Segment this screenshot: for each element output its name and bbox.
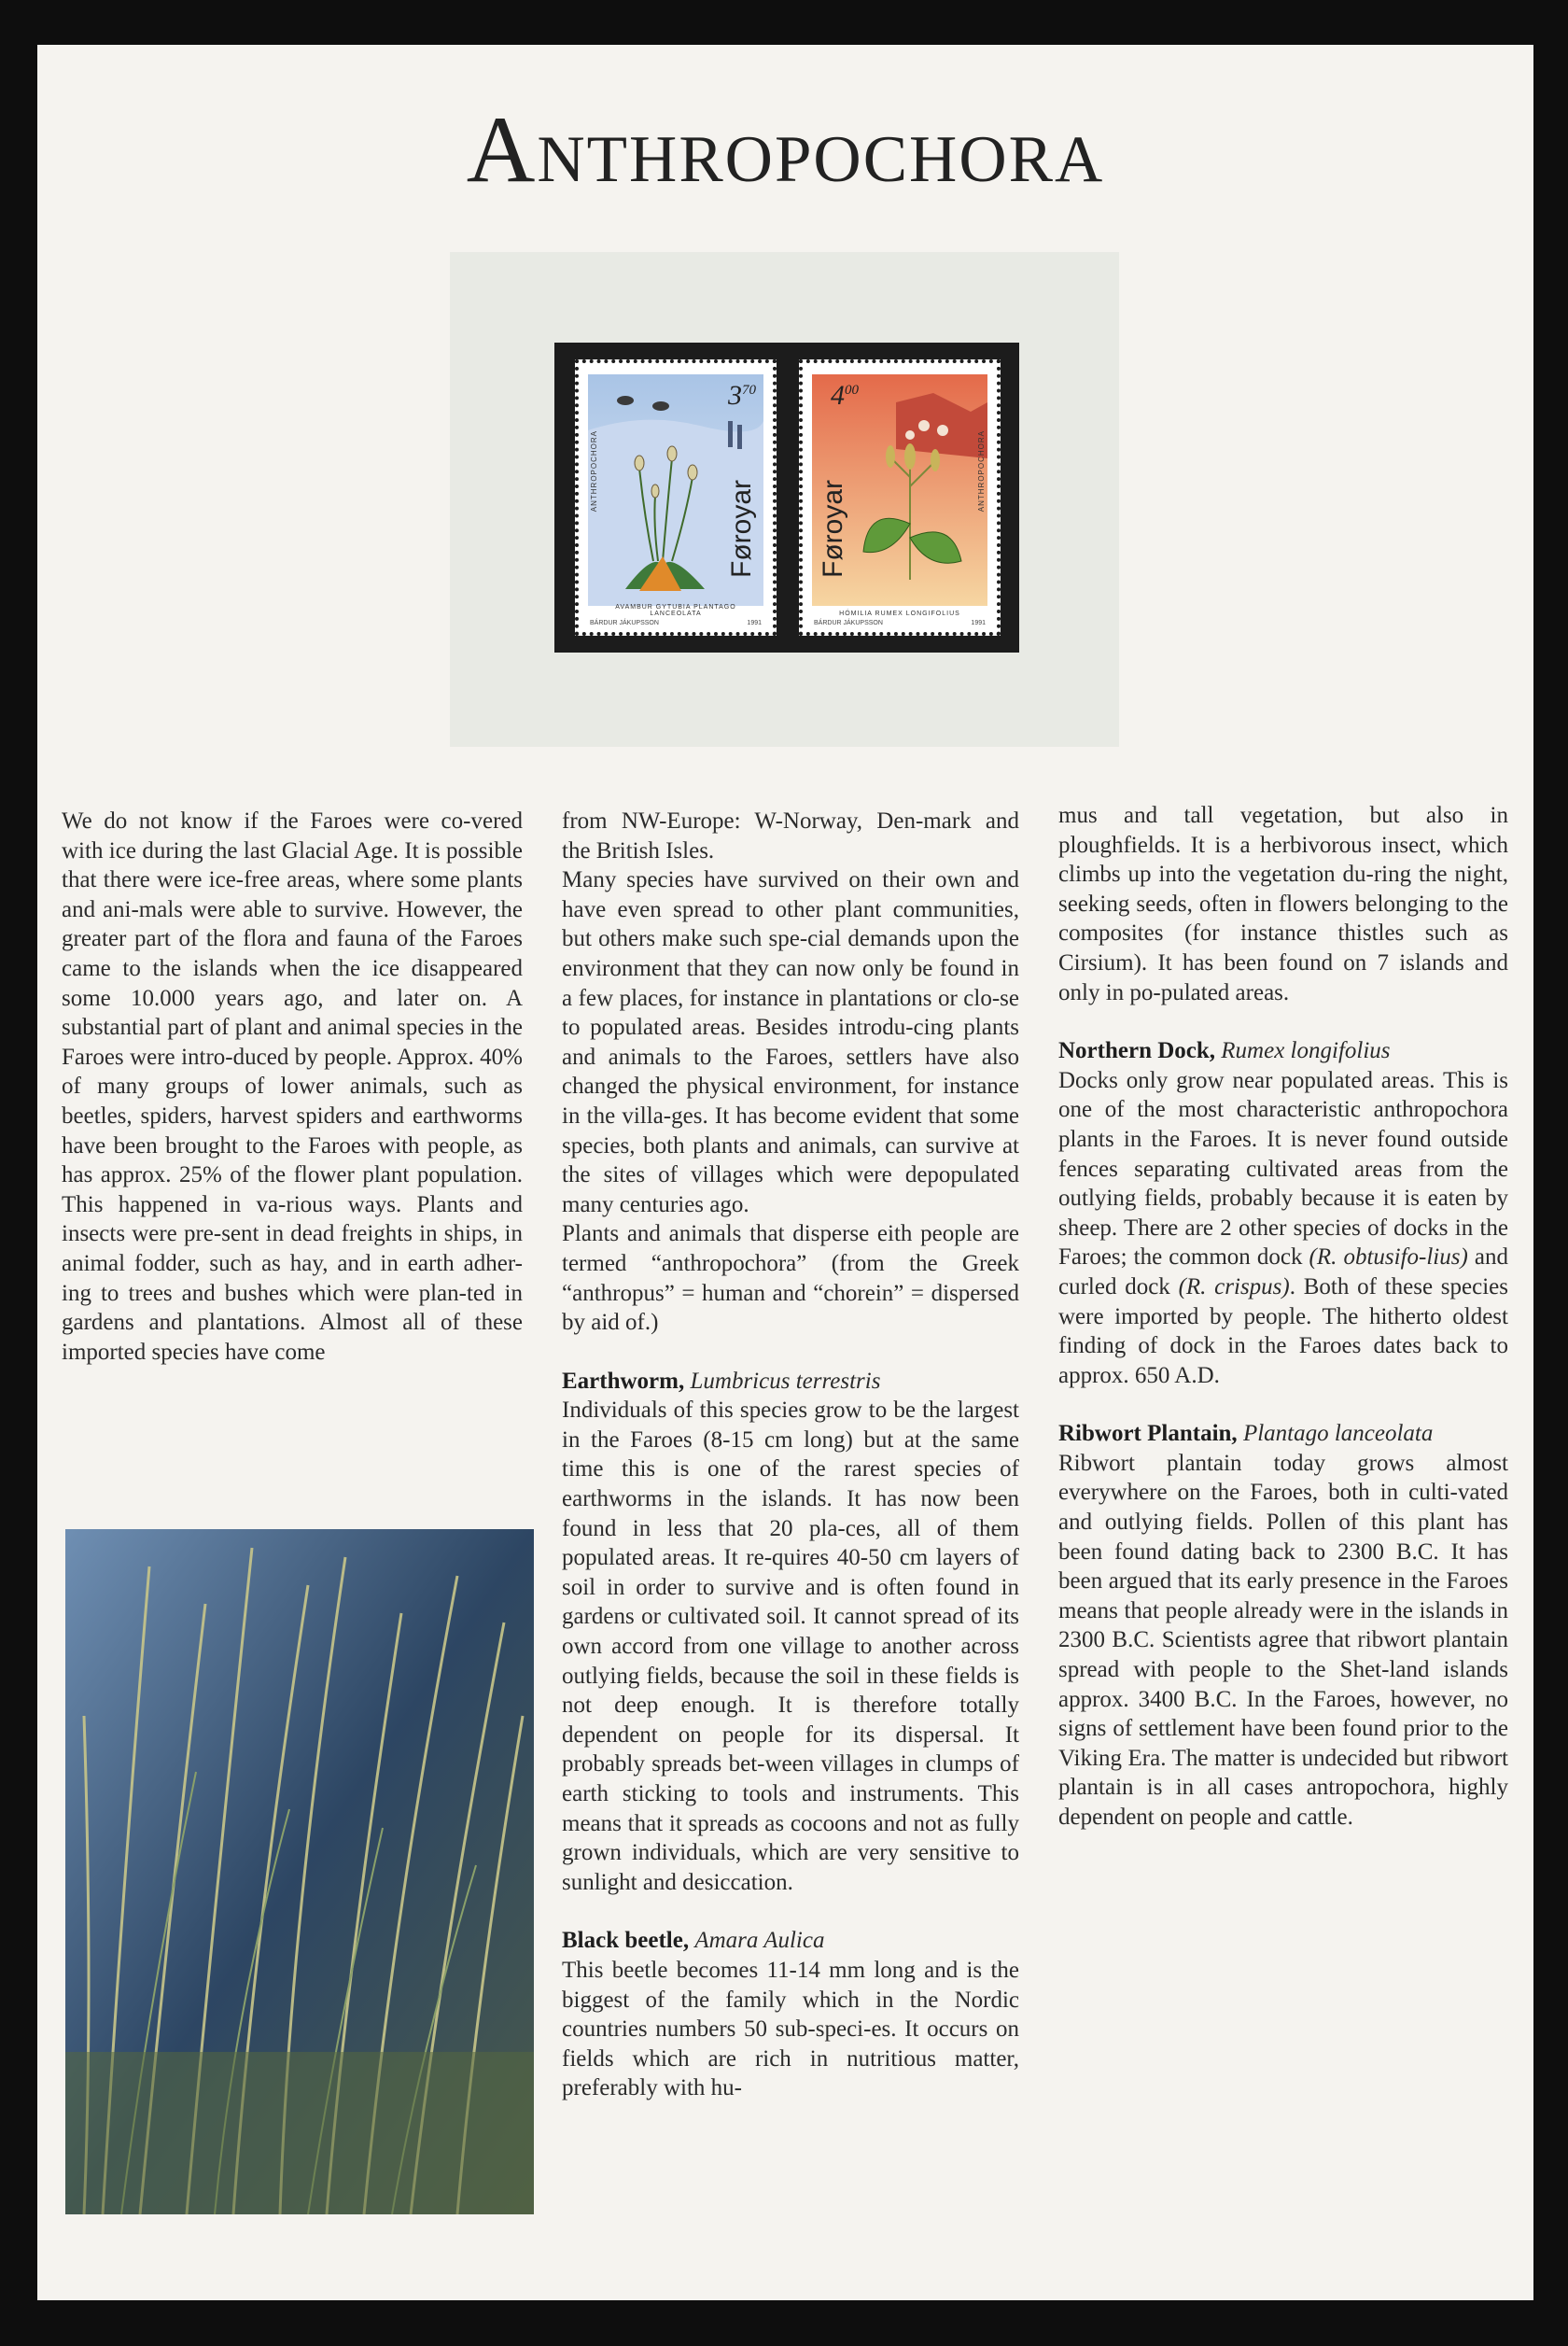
text-column-middle	[562, 807, 1019, 2103]
plantain-section	[1058, 1419, 1508, 1449]
stamp-side-label: ANTHROPOCHORA	[977, 430, 986, 513]
plantain-latin-name: Plantago lanceolata	[1242, 1421, 1434, 1447]
stamp-art	[588, 374, 763, 606]
grass-photo-image	[65, 1529, 534, 2214]
stamp-mount	[554, 343, 1019, 653]
earthworm-latin-name: Lumbricus terrestris	[690, 1368, 881, 1394]
album-page	[37, 45, 1533, 2300]
stamp-panel	[450, 252, 1119, 747]
beetle-latin-name: Amara Aulica	[694, 1928, 825, 1954]
stamp-country: Føroyar	[726, 480, 757, 578]
dock-section	[1058, 1036, 1508, 1066]
stamp-credit: BÁRDUR JÁKUPSSON	[814, 620, 883, 626]
grass-photo	[65, 1529, 534, 2214]
stamp-ribwort-plantain	[575, 359, 777, 636]
stamp-side-label: ANTHROPOCHORA	[590, 430, 598, 513]
earthworm-text: Individuals of this species grow to be the largest in the Faroes (8-15 cm long) but at the same time this is one of the rarest species of earthworms in the islands. It has now been found in less that 20 pla-ces, all of them populated areas. It re-quires 40-50 cm layers of soil in order to survive and is often found in gardens or cultivated soil. It cannot spread of its own accord from one village to another across outlying fields, because the soil in these fields is not deep enough. It is therefore totally dependent on people for its dispersal. It probably spreads bet-ween villages in clumps of earth sticking to tools and instruments. This means that it spreads as cocoons and not as fully grown individuals, which are very sensitive to sunlight and desiccation.	[562, 1398, 1019, 1895]
intro-continuation: from NW-Europe: W-Norway, Den-mark and the British Isles.	[562, 808, 1019, 864]
stamp-country: Føroyar	[818, 480, 848, 578]
dock-latin-name: Rumex longifolius	[1221, 1038, 1391, 1064]
earthworm-section	[562, 1367, 1019, 1397]
stamp-northern-dock	[799, 359, 1001, 636]
stamp-year: 1991	[747, 620, 762, 626]
intro-paragraph: We do not know if the Faroes were co-vered with ice during the last Glacial Age. It is possible that there were ice-free areas, where some plants and ani-mals were able to survive. However, the greater part of the flora and fauna of the Faroes came to the islands when the ice disappeared some 10.000 years ago, and later on. A substantial part of plant and animal species in the Faroes were intro-duced by people. Approx. 40% of many groups of lower animals, such as beetles, spiders, harvest spiders and earthworms have been brought to the Faroes with people, as has approx. 25% of the flower plant population. This happened in va-rious ways. Plants and insects were pre-sent in dead freights in ships, in animal fodder, such as hay, and in earth adher-ing to trees and bushes which were plan-ted in gardens and plantations. Almost all of these imported species have come	[62, 808, 523, 1365]
earthworm-heading: Earthworm,	[562, 1368, 685, 1394]
stamp-credit: BÁRDUR JÁKUPSSON	[590, 620, 659, 626]
stamp-caption: AVAMBUR GYTUBIA PLANTAGO LANCEOLATA	[615, 604, 736, 617]
beetle-section	[562, 1926, 1019, 1956]
stamp-year: 1991	[971, 620, 986, 626]
text-column-right	[1058, 801, 1508, 1833]
page-title: Anthropochora	[466, 97, 1105, 203]
dock-text: Docks only grow near populated areas. This is one of the most characteristic anthropochora plants in the Faroes. It is never found outside fences separating cultivated areas from the outlying fields, probably because it is eaten by sheep. There are 2 other species of docks in the Faroes; the common dock (R. obtusifo-lius) and curled dock (R. crispus). Both of these species were imported by people. The hitherto oldest finding of dock in the Faroes dates back to approx. 650 A.D.	[1058, 1067, 1508, 1388]
beetle-continuation: mus and tall vegetation, but also in ploughfields. It is a herbivorous insect, which climbs up into the vegetation du-ring the night, seeking seeds, often in flowers belonging to the composites (for instance thistles such as Cirsium). It has been found on 7 islands and only in po-pulated areas.	[1058, 803, 1508, 1005]
plantain-heading: Ribwort Plantain,	[1058, 1421, 1238, 1447]
intro-paragraph-2: Many species have survived on their own and have even spread to other plant communities, but others make such spe-cial demands upon the environment that they can now only be found in a few places, for instance in plantations or clo-se to populated areas. Besides introdu-cing plants and animals to the Faroes, settlers have also changed the physical environment, for instance in the villa-ges. It has become evident that some species, both plants and animals, can survive at the sites of villages which were depopulated many centuries ago.	[562, 867, 1019, 1217]
plantain-text: Ribwort plantain today grows almost everywhere on the Faroes, both in culti-vated and outlying fields. Pollen of this plant has been found dating back to 2300 B.C. It has been argued that its early presence in the Faroes means that people already were in the islands in 2300 B.C. Scientists agree that ribwort plantain spread with people to the Shet-land islands approx. 3400 B.C. In the Faroes, however, no signs of settlement have been found prior to the Viking Era. The matter is undecided but ribwort plantain is in all cases antropochora, highly dependent on people and cattle.	[1058, 1450, 1508, 1830]
stamp-value: $3^{70}$	[728, 380, 756, 411]
intro-paragraph-3: Plants and animals that disperse eith people are termed “anthropochora” (from the Greek “anthropus” = human and “chorein” = dispersed by aid of.)	[562, 1221, 1019, 1336]
stamp-caption: HÓMILIA RUMEX LONGIFOLIUS	[839, 611, 960, 617]
text-column-left	[62, 807, 523, 1367]
beetle-text: This beetle becomes 11-14 mm long and is the biggest of the family which in the Nordic countries numbers 50 sub-speci-es. It occurs on fields which are rich in nutritious matter, preferably with hu-	[562, 1957, 1019, 2101]
beetle-heading: Black beetle,	[562, 1928, 690, 1954]
dock-heading: Northern Dock,	[1058, 1038, 1216, 1064]
stamp-value: $4^{00}$	[831, 380, 859, 411]
stamp-art	[812, 374, 987, 606]
